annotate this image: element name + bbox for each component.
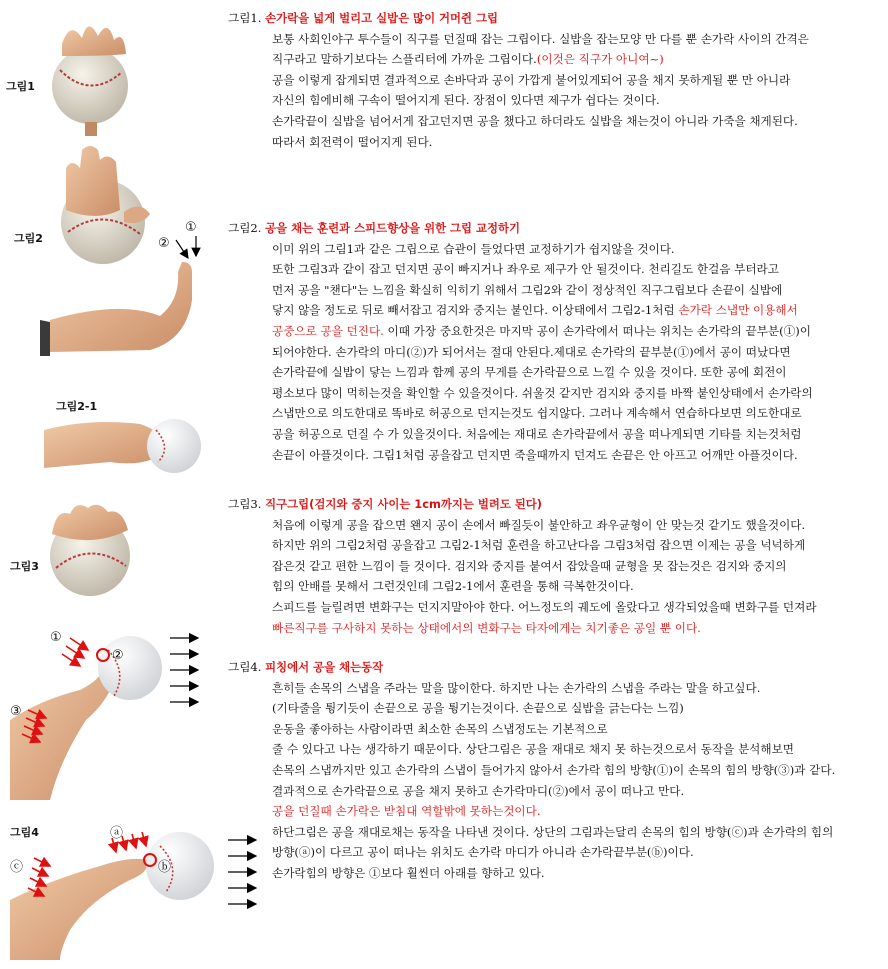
emphasis-text: 빠른직구를 구사하지 못하는 상태에서의 변화구는 타자에게는 치기좋은 공일 뿐 이다. — [272, 620, 701, 635]
body-text: 자신의 힘에비해 구속이 떨어지게 된다. 장점이 있다면 제구가 쉽다는 것이다. — [272, 93, 660, 108]
body-text: 힘의 안배를 못해서 그런것인데 그림2-1에서 훈련을 통해 극복한것이다. — [272, 579, 634, 594]
body-line — [228, 445, 880, 466]
body-text: 운동을 좋아하는 사람이라면 최소한 손목의 스냅정도는 기본적으로 — [272, 721, 608, 736]
marker-3-fig4: ③ — [10, 704, 22, 719]
body-line — [228, 597, 880, 618]
section-number: 그림3. — [228, 497, 262, 511]
body-line — [228, 403, 880, 424]
body-text: 손가락끝이 실밥을 넘어서게 잡고던지면 공을 챘다고 하더라도 실밥을 채는것이 아니라 가죽을 채게된다. — [272, 113, 798, 128]
body-line — [228, 515, 880, 536]
body-line — [228, 863, 880, 884]
figure3-label: 그림3 — [10, 560, 39, 573]
body-text: 보통 사회인야구 투수들이 직구를 던질때 잡는 그립이다. 실밥을 잡는모양 만 다를 뿐 손가락 사이의 간격은 — [272, 31, 809, 46]
body-line — [228, 300, 880, 321]
marker-2-fig4: ② — [112, 648, 124, 663]
section-figure1 — [228, 8, 880, 152]
body-text: 따라서 회전력이 떨어지게 된다. — [272, 134, 433, 149]
body-text: 평소보다 많이 먹히는것을 확인할 수 있을것이다. 쉬울것 같지만 검지와 중지를 바짝 붙인상태에서 손가락의 — [272, 385, 813, 400]
marker-c-fig4: ⓒ — [10, 860, 24, 875]
body-line — [228, 90, 880, 111]
body-text: (기타줄을 튕기듯이 손끝으로 공을 튕기는것이다. 손끝으로 실밥을 긁는다는 느낌) — [272, 701, 684, 716]
marker-b-fig4: ⓑ — [158, 860, 172, 875]
section-title — [228, 218, 880, 239]
body-line — [228, 29, 880, 50]
body-line — [228, 760, 880, 781]
marker-1-fig2: ① — [185, 220, 197, 235]
body-line — [228, 698, 880, 719]
body-text: 처음에 이렇게 공을 잡으면 왠지 공이 손에서 빠질듯이 불안하고 좌우균형이 안 맞는것 같기도 했을것이다. — [272, 517, 806, 532]
body-text: 하단그림은 공을 재대로채는 동작을 나타낸 것이다. 상단의 그림과는달리 손목의 힘의 방향(ⓒ)과 손가락의 힘의 — [272, 824, 834, 839]
section-heading: 손가락을 넓게 벌리고 실밥은 많이 거머쥔 그립 — [265, 11, 499, 25]
body-text: 하지만 위의 그림2처럼 공을잡고 그림2-1처럼 훈련을 하고난다음 그림3처럼 잡으면 이제는 공을 넉넉하게 — [272, 538, 806, 553]
body-line — [228, 424, 880, 445]
body-text: 결과적으로 손가락끝으로 공을 채지 못하고 손가락마디(②)에서 공이 떠나고 만다. — [272, 783, 685, 798]
figure4-lower-photo — [10, 832, 256, 960]
body-text: 손가락끝에 실밥이 닿는 느낌과 함께 공의 무게를 손가락끝으로 느낄 수 있을 것이다. 또한 공에 회전이 — [272, 365, 787, 380]
body-line — [228, 842, 880, 863]
emphasis-text: 공을 던질때 손가락은 받침대 역할밖에 못하는것이다. — [272, 804, 541, 819]
body-line — [228, 781, 880, 802]
body-line — [228, 535, 880, 556]
body-text: 공을 이렇게 잡게되면 결과적으로 손바닥과 공이 가깝게 붙어있게되어 공을 채지 못하게될 뿐 만 아니라 — [272, 72, 791, 87]
section-body — [228, 515, 880, 639]
section-title — [228, 494, 880, 515]
body-line — [228, 49, 880, 70]
body-text: 손목의 스냅까지만 있고 손가락의 스냅이 들어가지 않아서 손가락 힘의 방향(①)이 손목의 힘의 방향(③)과 같다. — [272, 762, 836, 777]
body-line — [228, 132, 880, 153]
section-figure2 — [228, 218, 880, 465]
body-line — [228, 239, 880, 260]
body-text: 먼저 공을 "챈다"는 느낌을 확실히 익히기 위해서 그림2와 같이 정상적인 직구그립보다 손끝이 실밥에 — [272, 282, 783, 297]
figure1-grip-photo — [52, 26, 128, 136]
body-line — [228, 576, 880, 597]
emphasis-text: (이것은 직구가 아니여~) — [536, 52, 664, 67]
section-title — [228, 657, 880, 678]
body-line — [228, 678, 880, 699]
section-number: 그림1. — [228, 11, 262, 25]
figure2-label: 그림2 — [14, 232, 43, 245]
body-line — [228, 362, 880, 383]
body-text: 줄 수 있다고 나는 생각하기 때문이다. 상단그림은 공을 재대로 채지 못 하는것으로서 동작을 분석해보면 — [272, 742, 794, 757]
body-text: 흔히들 손목의 스냅을 주라는 말을 많이한다. 하지만 나는 손가락의 스냅을 주라는 말을 하고싶다. — [272, 680, 761, 695]
body-text: 잡은것 같고 편한 느낌이 들 것이다. 검지와 중지를 붙여서 잡았을때 균형을 못 잡는것은 검지와 중지의 — [272, 558, 787, 573]
body-line — [228, 383, 880, 404]
body-line — [228, 719, 880, 740]
section-number: 그림4. — [228, 660, 262, 674]
body-text: 공을 허공으로 던질 수 가 있을것이다. 처음에는 재대로 손가락끝에서 공을 떠나게되면 기타를 치는것처럼 — [272, 426, 802, 441]
body-line — [228, 739, 880, 760]
marker-1-fig4: ① — [50, 630, 62, 645]
section-body — [228, 239, 880, 466]
body-text: 방향(ⓐ)이 다르고 공이 떠나는 위치도 손가락 마디가 아니라 손가락끝부분(ⓑ)이다. — [272, 845, 694, 860]
body-text: 직구라고 말하기보다는 스플리터에 가까운 그립이다. — [272, 52, 537, 67]
marker-2-fig2: ② — [158, 236, 170, 251]
body-line — [228, 259, 880, 280]
figure4-upper-photo — [10, 636, 198, 800]
body-text: 이때 가장 중요한것은 마지막 공이 손가락에서 떠나는 위치는 손가락의 끝부분(①)이 — [383, 323, 811, 338]
section-heading: 직구그립(검지와 중지 사이는 1cm까지는 벌려도 된다) — [265, 497, 543, 511]
body-line — [228, 556, 880, 577]
body-text: 스냅만으로 의도한대로 똑바로 허공으로 던지는것도 쉽지않다. 그러나 계속해서 연습하다보면 의도한대로 — [272, 406, 802, 421]
body-text: 되어야한다. 손가락의 마디(②)가 되어서는 절대 안된다.제대로 손가락의 끝부분(①)에서 공이 떠났다면 — [272, 344, 791, 359]
figure1-label: 그림1 — [6, 80, 35, 93]
body-line — [228, 342, 880, 363]
body-text: 또한 그림3과 같이 잡고 던지면 공이 빠지거나 좌우로 제구가 안 될것이다. 천리길도 한걸음 부터라고 — [272, 262, 779, 277]
body-line — [228, 321, 880, 342]
section-body — [228, 29, 880, 153]
body-line — [228, 280, 880, 301]
body-text: 스피드를 늘릴려면 변화구는 던지지말아야 한다. 어느정도의 궤도에 올랐다고 생각되었을때 변화구를 던져라 — [272, 599, 817, 614]
body-text: 닿지 않을 정도로 뒤로 빼서잡고 검지와 중지는 붙인다. 이상태에서 그림2-1처럼 — [272, 303, 679, 318]
figure3-grip-photo — [50, 505, 130, 596]
section-heading: 공을 채는 훈련과 스피드향상을 위한 그립 교정하기 — [265, 221, 521, 235]
body-line — [228, 111, 880, 132]
body-text: 손가락힘의 방향은 ①보다 훨씬더 아래를 향하고 있다. — [272, 865, 545, 880]
marker-a-fig4: ⓐ — [110, 826, 124, 841]
section-title — [228, 8, 880, 29]
section-figure4 — [228, 657, 880, 884]
body-text: 손끝이 아플것이다. 그림1처럼 공을잡고 던지면 죽을때까지 던져도 손끝은 안 아프고 어깨만 아플것이다. — [272, 447, 798, 462]
body-line — [228, 70, 880, 91]
figure4-label: 그림4 — [10, 826, 39, 839]
emphasis-text: 손가락 스냅만 이용해서 — [678, 303, 798, 318]
figure2-grip-photo — [61, 146, 150, 264]
emphasis-text: 공중으로 공을 던진다. — [272, 323, 384, 338]
figure2-1-side-grip-photo — [44, 419, 201, 473]
body-line — [228, 801, 880, 822]
section-figure3 — [228, 494, 880, 638]
body-text: 이미 위의 그림1과 같은 그립으로 습관이 들었다면 교정하기가 쉽지않을 것이다. — [272, 241, 675, 256]
figure2-1-label: 그림2-1 — [56, 400, 98, 413]
body-line — [228, 618, 880, 639]
section-number: 그림2. — [228, 221, 262, 235]
body-line — [228, 822, 880, 843]
section-heading: 피칭에서 공을 채는동작 — [265, 660, 384, 674]
section-body — [228, 678, 880, 884]
